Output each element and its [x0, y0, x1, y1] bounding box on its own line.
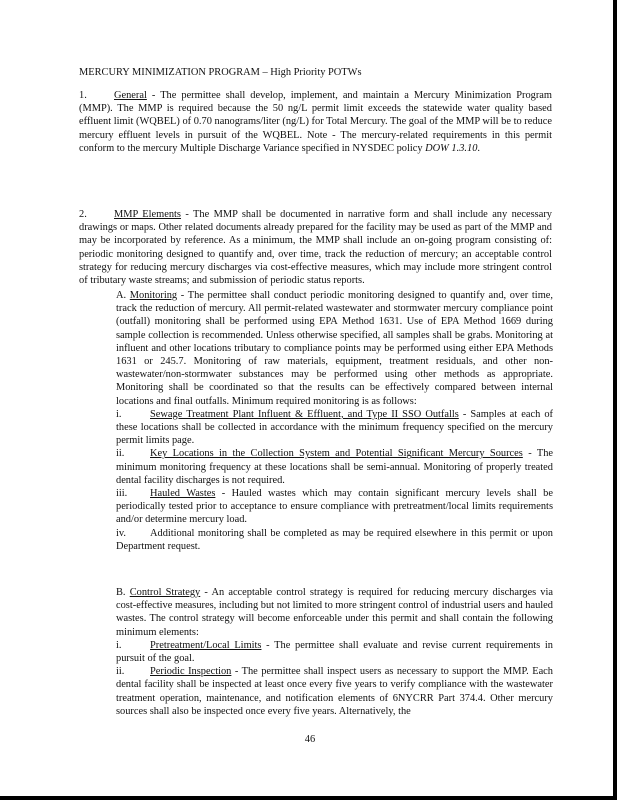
subsection-text: - An acceptable control strategy is required for reducing mercury discharges via cost-effective measures, including but not limited to more stringent control of industrial users and hauled wastes. The control strategy will become enforceable under this permit and shall contain the following minimum elements:	[116, 587, 553, 638]
section-text: - The permittee shall develop, implement, and maintain a Mercury Minimization Program (MMP). The MMP is required because the 50 ng/L permit limit exceeds the statewide water quality based effluent limit (WQBEL) of 0.70 nanograms/liter (ng/L) for Total Mercury. The goal of the MMP will be to reduce mercury effluent levels in pursuit of the WQBEL. Note - The mercury-related requirements in this permit conform to the mercury Multiple Discharge Variance specified in NYSDEC policy	[79, 90, 552, 154]
item-number: ii.	[116, 666, 125, 678]
subsection-intro	[116, 586, 553, 639]
section-mmp-elements	[79, 208, 552, 287]
item-number: iii.	[116, 488, 128, 500]
section-heading: MMP Elements	[114, 209, 181, 220]
list-item	[116, 639, 553, 665]
section-number: 2.	[79, 209, 87, 220]
list-item	[116, 447, 553, 487]
section-number: 1.	[79, 90, 87, 101]
item-text: - The minimum monitoring frequency at these locations shall be semi-annual. Monitoring of properly treated dental facility discharges is not required.	[116, 448, 554, 486]
item-heading: Sewage Treatment Plant Influent & Effluent, and Type II SSO Outfalls	[150, 408, 459, 420]
list-item	[116, 487, 553, 527]
item-number: iv.	[116, 527, 127, 539]
item-heading: Pretreatment/Local Limits	[150, 639, 262, 651]
item-heading: Periodic Inspection	[150, 666, 232, 678]
item-text: - Hauled wastes which may contain significant mercury levels shall be periodically tested prior to acceptance to ensure compliance with pretreatment/local limits requirements and/or determine mercury load.	[116, 488, 553, 526]
section-text: - The MMP shall be documented in narrative form and shall include any necessary drawings or maps. Other related documents already prepared for the facility may be used as part of the MMP and may be incorporated by reference. As a minimum, the MMP shall include an on-going program consisting of: periodic monitoring designed to quantify and, over time, track the reduction of mercury; an acceptable control strategy for reducing mercury discharges via cost-effective measures, which may include more stringent control of tributary waste streams; and submission of periodic status reports.	[79, 209, 552, 287]
scan-border-right	[613, 0, 617, 800]
item-text: Additional monitoring shall be completed as may be required elsewhere in this permit or upon Department request.	[116, 527, 553, 552]
section-general	[79, 89, 552, 155]
subsection-monitoring	[116, 289, 553, 553]
policy-reference: DOW 1.3.10	[425, 142, 478, 154]
subsection-label: B.	[116, 587, 126, 598]
section-text-end: .	[477, 142, 481, 154]
list-item	[116, 408, 553, 448]
list-item	[116, 665, 553, 718]
subsection-control-strategy	[116, 586, 553, 718]
subsection-text: - The permittee shall conduct periodic monitoring designed to quantify and, over time, track the reduction of mercury. All permit-related wastewater and stormwater mercury compliance point (outfall) monitoring shall be performed using EPA Method 1631. Use of EPA Method 1669 during sample collection is recommended. Unless otherwise specified, all samples shall be grabs. Monitoring at influent and other locations tributary to compliance points may be performed using either EPA Methods 1631 or 245.7. Monitoring of raw materials, equipment, treatment residuals, and other non-wastewater/non-stormwater substances may be performed using other methods as appropriate. Monitoring shall be coordinated so that the results can be effectively compared between internal locations and final outfalls. Minimum required monitoring is as follows:	[116, 290, 553, 407]
section-heading: General	[114, 90, 147, 101]
subsection-intro	[116, 289, 553, 408]
subsection-label: A.	[116, 290, 127, 301]
subsection-heading: Control Strategy	[129, 587, 201, 598]
item-number: i.	[116, 408, 122, 420]
page-number: 46	[304, 734, 316, 745]
page-title: MERCURY MINIMIZATION PROGRAM – High Priority POTWs	[79, 67, 362, 78]
item-number: ii.	[116, 448, 125, 460]
item-text: - The permittee shall inspect users as necessary to support the MMP. Each dental facility shall be inspected at least once every five years to verify compliance with the wastewater treatment operation, maintenance, and notification elements of 6NYCRR Part 374.4. Other mercury sources shall also be inspected once every five years. Alternatively, the	[116, 666, 553, 717]
item-heading: Key Locations in the Collection System and Potential Significant Mercury Sources	[150, 448, 523, 460]
item-text: - The permittee shall evaluate and revise current requirements in pursuit of the goal.	[116, 639, 553, 665]
scan-border-bottom	[0, 796, 617, 800]
item-number: i.	[116, 639, 122, 651]
list-item	[116, 527, 553, 553]
subsection-heading: Monitoring	[129, 290, 178, 301]
item-text: - Samples at each of these locations shall be collected in accordance with the minimum frequency specified on the mercury permit limits page.	[116, 408, 553, 447]
item-heading: Hauled Wastes	[150, 488, 216, 500]
